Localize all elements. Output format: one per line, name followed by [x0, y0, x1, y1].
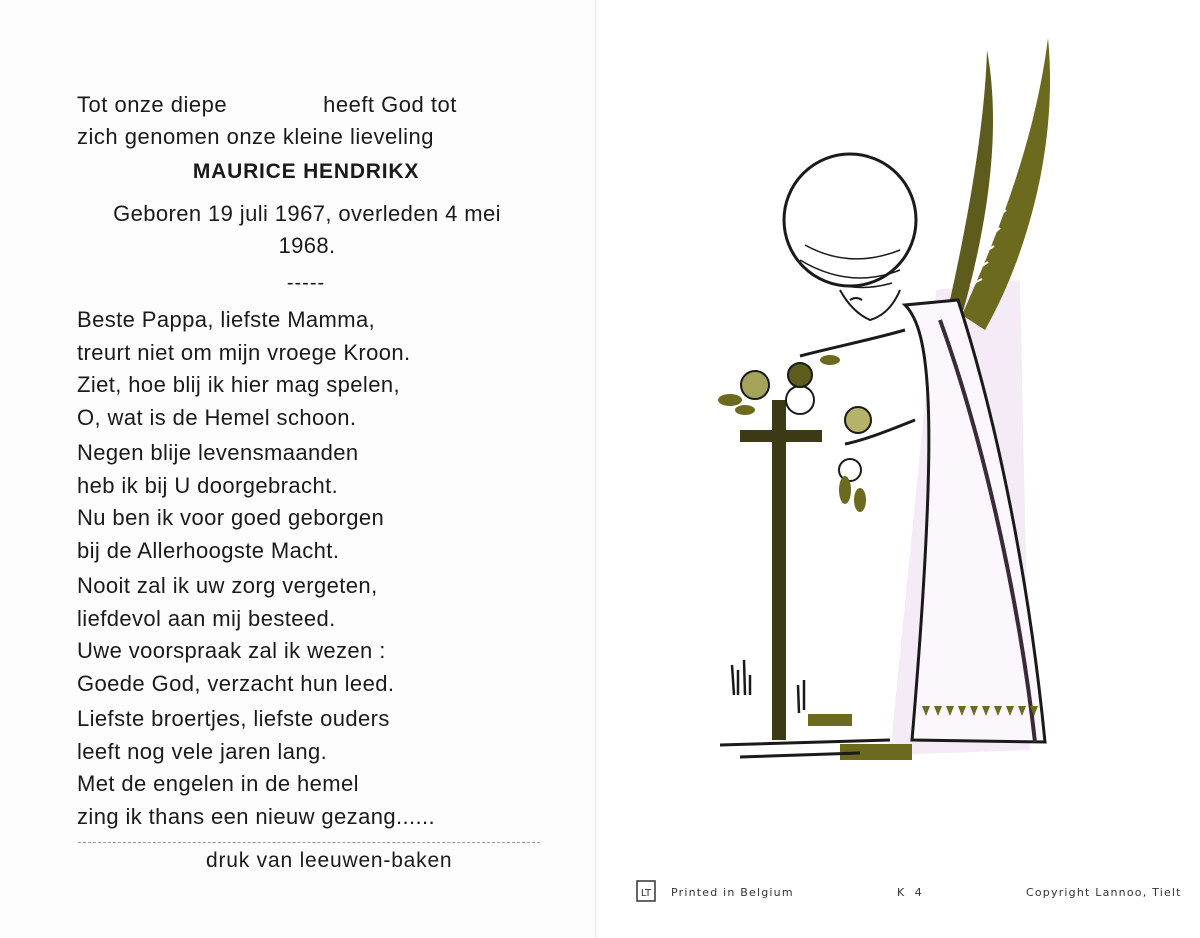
poem-stanza-3: [77, 570, 547, 700]
dates-line-2: 1968.: [278, 233, 336, 258]
angel-illustration: [700, 30, 1100, 770]
angel-arm-upper: [800, 330, 905, 356]
poem-line: bij de Allerhoogste Macht.: [77, 537, 340, 563]
cross-post: [772, 400, 786, 740]
left-page: [0, 0, 596, 938]
poem-line: Negen blije levensmaanden: [77, 440, 359, 465]
poem-line: Ziet, hoe blij ik hier mag spelen,: [77, 372, 400, 397]
poem-line: zing ik thans een nieuw gezang......: [77, 803, 436, 829]
poem-stanza-1: [77, 304, 547, 434]
angel-face: [840, 290, 900, 320]
deceased-name: MAURICE HENDRIKX: [192, 160, 420, 183]
intro-line-1: [77, 92, 537, 118]
grass-blades: [732, 660, 804, 713]
angel-head: [784, 154, 916, 286]
copyright-notice: Copyright Lannoo, Tielt: [1026, 886, 1182, 899]
poem-line: Met de engelen in de hemel: [77, 771, 359, 796]
intro-line-2: zich genomen onze kleine lieveling: [77, 124, 434, 149]
printed-in-belgium: Printed in Belgium: [671, 886, 794, 899]
card-code: K 4: [897, 886, 924, 899]
poem-line: Goede God, verzacht hun leed.: [77, 670, 395, 696]
ground-patch-1: [808, 714, 852, 726]
poem-line: O, wat is de Hemel schoon.: [77, 404, 357, 430]
poem-line: Liefste broertjes, liefste ouders: [77, 706, 390, 731]
cross-beam: [740, 430, 822, 442]
dates-block: [77, 198, 537, 262]
poem-line: leeft nog vele jaren lang.: [77, 738, 328, 764]
printer-credit: druk van leeuwen-baken: [206, 849, 453, 872]
intro-text-a: Tot onze diepe: [77, 92, 228, 117]
logo-text: LT: [640, 888, 652, 899]
poem-line: liefdevol aan mij besteed.: [77, 605, 336, 631]
poem-line: treurt niet om mijn vroege Kroon.: [77, 339, 411, 365]
poem-line: Nu ben ik voor goed geborgen: [77, 505, 385, 530]
poem-line: Nooit zal ik uw zorg vergeten,: [77, 573, 378, 598]
bottom-rule: [78, 842, 540, 843]
roses: [741, 363, 871, 481]
intro-text-b: heeft God tot: [323, 92, 457, 117]
poem-stanza-2: [77, 437, 547, 567]
poem-stanza-4: [77, 703, 547, 833]
poem-line: Beste Pappa, liefste Mamma,: [77, 307, 376, 332]
poem-line: heb ik bij U doorgebracht.: [77, 472, 339, 498]
dash-divider: -----: [286, 272, 326, 294]
poem-line: Uwe voorspraak zal ik wezen :: [77, 638, 386, 663]
printer-logo: [636, 880, 656, 904]
dates-line-1: Geboren 19 juli 1967, overleden 4 mei: [113, 201, 501, 226]
